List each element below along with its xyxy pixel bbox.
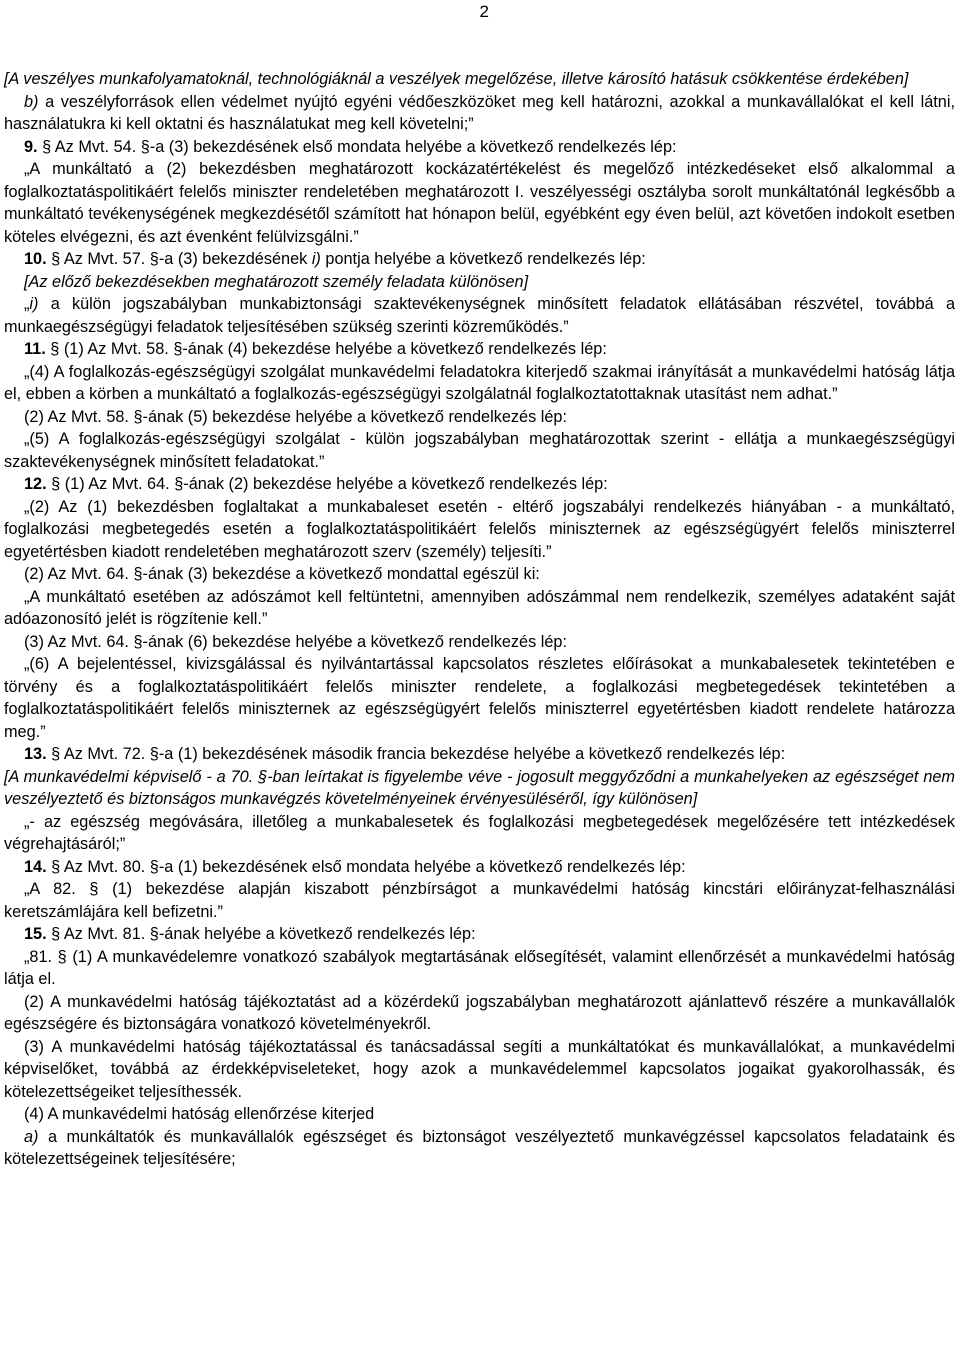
paragraph-81-4 bbox=[4, 1103, 955, 1126]
section-10-heading bbox=[4, 248, 955, 271]
text: § Az Mvt. 81. §-ának helyébe a következő rendelkezés lép: bbox=[46, 925, 476, 943]
text: [Az előző bekezdésekben meghatározott személy feladata különösen] bbox=[24, 272, 529, 291]
text: „A munkáltató a (2) bekezdésben meghatározott kockázatértékelést és megelőző intézkedéseket első alkalommal a foglalkoztatáspolitikáért felelős miniszter rendeletében meghatározott I. veszélyességi osztályba sorolt munkáltatónál legkésőbb a munkáltató tevékenységének megkezdésétől számított hat hónapon belül, egyébként egy éven belül, azt követően indokolt esetben köteles elvégezni, és azt évenként felülvizsgálni.” bbox=[4, 160, 955, 246]
paragraph-81-1 bbox=[4, 946, 955, 991]
section-number: 13. bbox=[24, 745, 47, 763]
paragraph-58-5-heading bbox=[4, 406, 955, 429]
text: „(6) A bejelentéssel, kivizsgálással és nyilvántartással kapcsolatos részletes előírásokat a munkabalesetek tekintetében e törvény és a foglalkoztatáspolitikáért felelős miniszter rendelete, a foglalkozási megbetegedések tekintetében a foglalkoztatáspolitikáért felelős miniszternek az egészségügyért felelős miniszterrel egyetértésben kiadott rendelete határozza meg.” bbox=[4, 655, 955, 741]
section-number: 14. bbox=[24, 857, 47, 876]
text: a munkáltatók és munkavállalók egészséget és biztonságot veszélyeztető munkavégzéssel kapcsolatos feladataink és kötelezettségeinek teljesítésére; bbox=[4, 1127, 955, 1168]
section-11-heading bbox=[4, 338, 955, 361]
text: § (1) Az Mvt. 58. §-ának (4) bekezdése helyébe a következő rendelkezés lép: bbox=[45, 340, 607, 358]
paragraph-81-4-a bbox=[4, 1126, 955, 1171]
text: „A 82. § (1) bekezdése alapján kiszabott pénzbírságot a munkavédelmi hatóság kincstári előirányzat-felhasználási keretszámlájára kell befizetni.” bbox=[4, 880, 955, 921]
text: pontja helyébe a következő rendelkezés lép: bbox=[320, 250, 646, 268]
text: (2) Az Mvt. 58. §-ának (5) bekezdése helyébe a következő rendelkezés lép: bbox=[24, 407, 568, 426]
section-number: 12. bbox=[24, 475, 47, 493]
text: (3) Az Mvt. 64. §-ának (6) bekezdése helyébe a következő rendelkezés lép: bbox=[24, 632, 568, 651]
text: (4) A munkavédelmi hatóság ellenőrzése kiterjed bbox=[24, 1105, 375, 1123]
paragraph-64-6 bbox=[4, 653, 955, 743]
document-body bbox=[4, 68, 955, 1171]
paragraph-section-9-text bbox=[4, 158, 955, 248]
point-label: i) bbox=[311, 250, 321, 268]
section-number: 15. bbox=[24, 925, 47, 943]
text: (2) A munkavédelmi hatóság tájékoztatást ad a közérdekű jogszabályban meghatározott ajánlattevő részére a munkavállalók egészségére és biztonságára vonatkozó követelményekről. bbox=[4, 992, 955, 1033]
section-number: 9. bbox=[24, 137, 38, 156]
text: § Az Mvt. 57. §-a (3) bekezdésének bbox=[46, 250, 312, 268]
text: „A munkáltató esetében az adószámot kell feltüntetni, amennyiben adószámmal nem rendelkezik, személyes adataként saját adóazonosító jelét is rögzítenie kell.” bbox=[4, 587, 955, 628]
text: „(4) A foglalkozás-egészségügyi szolgálat munkavédelmi feladatokra kiterjedő szakmai irányítását a munkavédelmi hatóság látja el, ebben a körben a munkáltató a foglalkozás-egészségügyi szolgálatnál foglalkoztatottaknak utasítást nem adhat.” bbox=[4, 362, 955, 403]
paragraph-81-2 bbox=[4, 991, 955, 1036]
paragraph-72-indent bbox=[4, 811, 955, 856]
page-number: 2 bbox=[479, 2, 489, 21]
paragraph-point-i bbox=[4, 293, 955, 338]
paragraph-context-1 bbox=[4, 68, 955, 91]
section-12-heading bbox=[4, 473, 955, 496]
text: „ bbox=[24, 295, 30, 313]
paragraph-point-b bbox=[4, 91, 955, 136]
section-14-heading bbox=[4, 856, 955, 879]
text: „- az egészség megóvására, illetőleg a munkabalesetek és foglalkozási megbetegedések megelőzésére tett intézkedések végrehajtásáról;” bbox=[4, 812, 955, 853]
section-9-heading bbox=[4, 136, 955, 159]
text: (2) Az Mvt. 64. §-ának (3) bekezdése a következő mondattal egészül ki: bbox=[24, 565, 540, 583]
point-label: i) bbox=[29, 295, 39, 313]
text: § Az Mvt. 80. §-a (1) bekezdésének első mondata helyébe a következő rendelkezés lép: bbox=[46, 857, 686, 876]
paragraph-64-3 bbox=[4, 586, 955, 631]
text: „(5) A foglalkozás-egészségügyi szolgálat - külön jogszabályban meghatározottak szerint - ellátja a munkaegészségügyi szaktevékenységnek minősített feladatokat.” bbox=[4, 430, 955, 471]
text: § Az Mvt. 72. §-a (1) bekezdésének második francia bekezdése helyébe a következő rendelkezés lép: bbox=[46, 745, 786, 763]
text: „(2) Az (1) bekezdésben foglaltakat a munkabaleset esetén - eltérő jogszabályi rendelkezés hiányában - a munkáltató, foglalkozási megbetegedés esetén a foglalkoztatáspolitikáért felelős miniszternek az egészségügyért felelős miniszterrel egyetértésben kiadott rendeletében meghatározott szerv (személy) teljesíti.” bbox=[4, 497, 955, 561]
paragraph-64-3-heading bbox=[4, 563, 955, 586]
text: § Az Mvt. 54. §-a (3) bekezdésének első mondata helyébe a következő rendelkezés lép: bbox=[37, 137, 677, 156]
point-label: a) bbox=[24, 1127, 39, 1146]
text: a külön jogszabályban munkabiztonsági szaktevékenységnek minősített feladatok ellátásában részvétel, továbbá a munkaegészségügyi feladatok teljesítésében szükség szerinti közreműködés.” bbox=[4, 295, 955, 336]
paragraph-64-6-heading bbox=[4, 631, 955, 654]
text: § (1) Az Mvt. 64. §-ának (2) bekezdése helyébe a következő rendelkezés lép: bbox=[46, 475, 608, 493]
paragraph-81-3 bbox=[4, 1036, 955, 1104]
section-number: 11. bbox=[24, 340, 46, 358]
paragraph-context-2 bbox=[4, 271, 955, 294]
text: [A munkavédelmi képviselő - a 70. §-ban leírtakat is figyelembe véve - jogosult meggyőződni a munkahelyeken az egészséget nem veszélyeztető és biztonságos munkavégzés követelményeinek érvényesüléséről, így különösen] bbox=[4, 767, 955, 808]
text: „81. § (1) A munkavédelemre vonatkozó szabályok megtartásának elősegítését, valamint ellenőrzését a munkavédelmi hatóság látja el. bbox=[4, 947, 955, 988]
section-number: 10. bbox=[24, 250, 47, 268]
paragraph-context-3 bbox=[4, 766, 955, 811]
text: a veszélyforrások ellen védelmet nyújtó egyéni védőeszközöket meg kell határozni, azokkal a munkavállalókat el kell látni, használatukra ki kell oktatni és használatukat meg kell követelni;” bbox=[4, 92, 955, 133]
point-label: b) bbox=[24, 92, 39, 111]
section-13-heading bbox=[4, 743, 955, 766]
section-15-heading bbox=[4, 923, 955, 946]
paragraph-58-5 bbox=[4, 428, 955, 473]
paragraph-80-1 bbox=[4, 878, 955, 923]
text: [A veszélyes munkafolyamatoknál, technológiáknál a veszélyek megelőzése, illetve károsító hatásuk csökkentése érdekében] bbox=[4, 70, 909, 88]
paragraph-64-2 bbox=[4, 496, 955, 564]
paragraph-58-4 bbox=[4, 361, 955, 406]
text: (3) A munkavédelmi hatóság tájékoztatással és tanácsadással segíti a munkáltatókat és munkavállalókat, a munkavédelmi képviselőket, továbbá az érdekképviseleteket, hogy azok a munkavédelemmel kapcsolatos jogaikat gyakorolhassák, és kötelezettségeiket teljesíthessék. bbox=[4, 1037, 955, 1101]
